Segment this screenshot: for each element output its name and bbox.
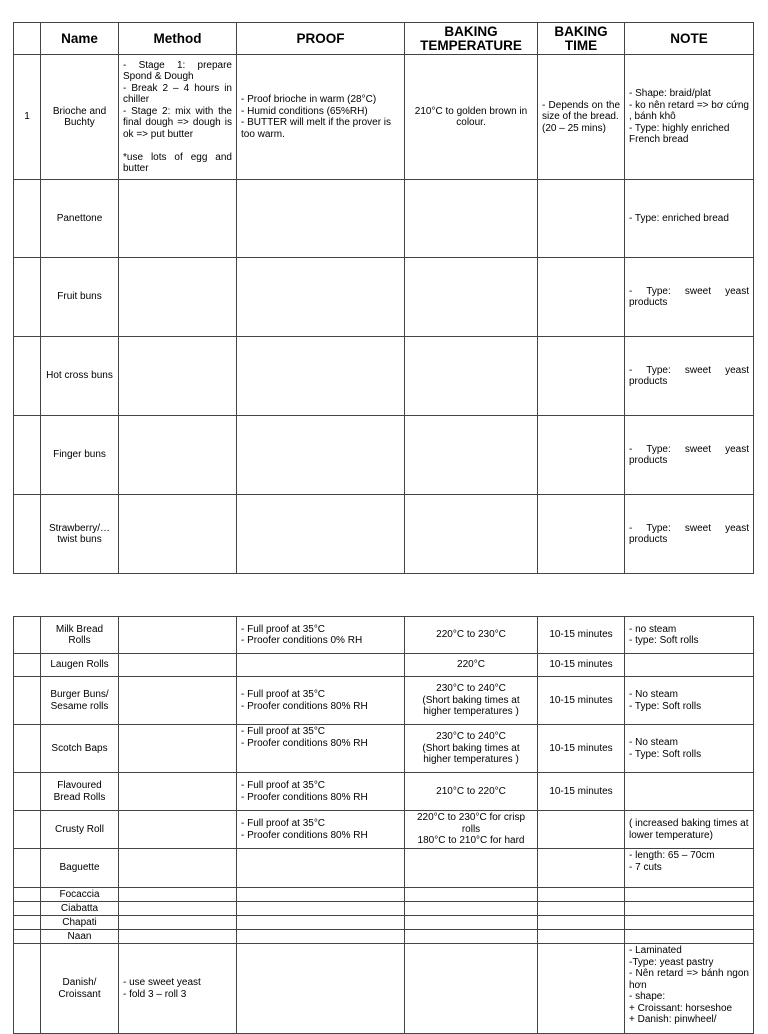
row-number xyxy=(14,416,41,495)
header-method: Method xyxy=(119,23,237,55)
proof-cell xyxy=(237,180,405,258)
bread-name: Flavoured Bread Rolls xyxy=(41,773,119,811)
table-row xyxy=(14,811,754,849)
baking-time-cell: - Depends on the size of the bread. (20 – 25 mins) xyxy=(538,55,625,180)
header-proof: PROOF xyxy=(237,23,405,55)
table-row xyxy=(14,888,754,902)
method-cell xyxy=(119,180,237,258)
header-name: Name xyxy=(41,23,119,55)
method-cell xyxy=(119,416,237,495)
table-row xyxy=(14,495,754,574)
table-row xyxy=(14,916,754,930)
table-row xyxy=(14,944,754,1034)
bread-name: Hot cross buns xyxy=(41,337,119,416)
bread-name: Laugen Rolls xyxy=(41,654,119,677)
bread-name: Baguette xyxy=(41,849,119,888)
proof-cell xyxy=(237,258,405,337)
baking-temperature-cell: 220°C xyxy=(405,654,538,677)
bread-name: Danish/ Croissant xyxy=(41,944,119,1034)
note-cell: - length: 65 – 70cm - 7 cuts xyxy=(625,849,754,888)
header-row xyxy=(14,23,754,55)
method-cell xyxy=(119,617,237,654)
baking-time-cell xyxy=(538,849,625,888)
proof-cell: - Full proof at 35°C - Proofer conditions 80% RH xyxy=(237,725,405,773)
bread-name: Chapati xyxy=(41,916,119,930)
table-row xyxy=(14,258,754,337)
table-row xyxy=(14,654,754,677)
note-cell: - Type: sweet yeast products xyxy=(625,416,754,495)
bread-name: Fruit buns xyxy=(41,258,119,337)
baking-time-cell: 10-15 minutes xyxy=(538,725,625,773)
table-row xyxy=(14,416,754,495)
baking-temperature-cell xyxy=(405,944,538,1034)
row-number xyxy=(14,495,41,574)
table-row xyxy=(14,902,754,916)
proof-cell: - Full proof at 35°C - Proofer conditions 80% RH xyxy=(237,811,405,849)
proof-cell: - Full proof at 35°C - Proofer conditions 80% RH xyxy=(237,773,405,811)
method-cell: - use sweet yeast - fold 3 – roll 3 xyxy=(119,944,237,1034)
bread-name: Panettone xyxy=(41,180,119,258)
row-number: 1 xyxy=(14,55,41,180)
bread-name: Milk Bread Rolls xyxy=(41,617,119,654)
baking-temperature-cell xyxy=(405,416,538,495)
method-cell xyxy=(119,811,237,849)
note-cell: ( increased baking times at lower temperature) xyxy=(625,811,754,849)
method-cell xyxy=(119,258,237,337)
baking-time-cell xyxy=(538,258,625,337)
table-row xyxy=(14,55,754,180)
bread-name: Ciabatta xyxy=(41,902,119,916)
note-cell: - Laminated -Type: yeast pastry - Nên retard => bánh ngon hơn - shape: + Croissant: horseshoe + Danish: pinwheel/ xyxy=(625,944,754,1034)
method-cell xyxy=(119,677,237,725)
method-cell xyxy=(119,495,237,574)
table-row xyxy=(14,617,754,654)
baking-time-cell xyxy=(538,811,625,849)
baking-time-cell: 10-15 minutes xyxy=(538,617,625,654)
header-baking-time: BAKING TIME xyxy=(538,23,625,55)
method-cell xyxy=(119,773,237,811)
baking-time-cell: 10-15 minutes xyxy=(538,654,625,677)
baking-temperature-cell: 220°C to 230°C for crisp rolls 180°C to 210°C for hard xyxy=(405,811,538,849)
baking-temperature-cell: 210°C to golden brown in colour. xyxy=(405,55,538,180)
table-row xyxy=(14,677,754,725)
proof-cell: - Full proof at 35°C - Proofer conditions 80% RH xyxy=(237,677,405,725)
proof-cell: - Full proof at 35°C - Proofer conditions 0% RH xyxy=(237,617,405,654)
row-number xyxy=(14,180,41,258)
note-cell: - Type: sweet yeast products xyxy=(625,258,754,337)
baking-time-cell xyxy=(538,495,625,574)
baking-temperature-cell xyxy=(405,495,538,574)
proof-cell xyxy=(237,849,405,888)
baking-time-cell: 10-15 minutes xyxy=(538,773,625,811)
proof-cell xyxy=(237,654,405,677)
note-cell: - Type: sweet yeast products xyxy=(625,495,754,574)
baking-temperature-cell: 220°C to 230°C xyxy=(405,617,538,654)
baking-time-cell: 10-15 minutes xyxy=(538,677,625,725)
bread-name: Strawberry/… twist buns xyxy=(41,495,119,574)
proof-cell: - Proof brioche in warm (28°C) - Humid conditions (65%RH) - BUTTER will melt if the prover is too warm. xyxy=(237,55,405,180)
method-cell xyxy=(119,337,237,416)
note-cell: - Shape: braid/plat - ko nên retard => bơ cứng , bánh khô - Type: highly enriched French bread xyxy=(625,55,754,180)
proof-cell xyxy=(237,495,405,574)
bread-name: Burger Buns/ Sesame rolls xyxy=(41,677,119,725)
note-cell: - Type: enriched bread xyxy=(625,180,754,258)
note-cell xyxy=(625,654,754,677)
baking-time-cell xyxy=(538,416,625,495)
baking-temperature-cell xyxy=(405,180,538,258)
method-cell xyxy=(119,654,237,677)
row-number xyxy=(14,337,41,416)
row-number xyxy=(14,258,41,337)
note-cell: - No steam - Type: Soft rolls xyxy=(625,725,754,773)
proof-cell xyxy=(237,337,405,416)
bread-table-2 xyxy=(13,616,754,1034)
note-cell: - No steam - Type: Soft rolls xyxy=(625,677,754,725)
bread-name: Focaccia xyxy=(41,888,119,902)
table-row xyxy=(14,930,754,944)
note-cell: - no steam - type: Soft rolls xyxy=(625,617,754,654)
bread-name: Brioche and Buchty xyxy=(41,55,119,180)
table-row xyxy=(14,337,754,416)
baking-time-cell xyxy=(538,944,625,1034)
method-cell xyxy=(119,849,237,888)
baking-temperature-cell: 230°C to 240°C (Short baking times at higher temperatures ) xyxy=(405,677,538,725)
note-cell xyxy=(625,773,754,811)
bread-name: Crusty Roll xyxy=(41,811,119,849)
bread-name: Naan xyxy=(41,930,119,944)
bread-table-1 xyxy=(13,22,754,574)
baking-temperature-cell xyxy=(405,337,538,416)
baking-temperature-cell: 210°C to 220°C xyxy=(405,773,538,811)
proof-cell xyxy=(237,416,405,495)
bread-name: Finger buns xyxy=(41,416,119,495)
table-row xyxy=(14,849,754,888)
note-cell: - Type: sweet yeast products xyxy=(625,337,754,416)
bread-name: Scotch Baps xyxy=(41,725,119,773)
proof-cell xyxy=(237,944,405,1034)
header-number xyxy=(14,23,41,55)
table-row xyxy=(14,180,754,258)
baking-time-cell xyxy=(538,180,625,258)
baking-temperature-cell xyxy=(405,849,538,888)
table-row xyxy=(14,725,754,773)
header-note: NOTE xyxy=(625,23,754,55)
method-cell: - Stage 1: prepare Spond & Dough - Break 2 – 4 hours in chiller - Stage 2: mix with the final dough => dough is ok => put butter *use lots of egg and butter xyxy=(119,55,237,180)
baking-temperature-cell: 230°C to 240°C (Short baking times at higher temperatures ) xyxy=(405,725,538,773)
baking-temperature-cell xyxy=(405,258,538,337)
method-cell xyxy=(119,725,237,773)
baking-time-cell xyxy=(538,337,625,416)
table-row xyxy=(14,773,754,811)
header-baking-temperature: BAKING TEMPERATURE xyxy=(405,23,538,55)
